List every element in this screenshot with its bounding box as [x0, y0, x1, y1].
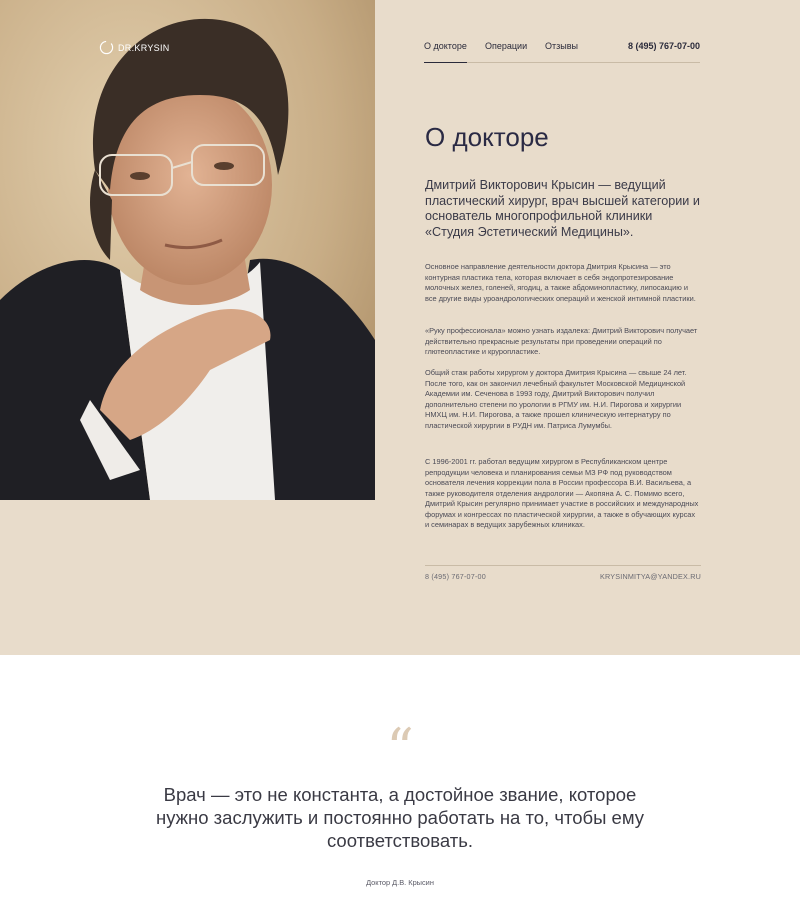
quote-text: Врач — это не константа, а достойное звание, которое нужно заслужить и постоянно работать на то, чтобы ему соответствовать.	[155, 784, 645, 851]
contacts-row	[425, 565, 701, 581]
about-paragraph: Основное направление деятельности доктора Дмитрия Крысина — это контурная пластика тела, которая включает в себя эндопротезирование молочных желез, голеней, ягодиц, а также абдоминопластику, липосакцию и все другие виды уроандрологических операций и женской интимной пластики.	[425, 262, 696, 303]
about-paragraph: С 1996-2001 гг. работал ведущим хирургом в Республиканском центре репродукции человека и планирования семьи МЗ РФ под руководством основателя лечения коррекции пола в России профессора В.И. Васильева, а также руководителя отделения андрологии — Акопяна А. С. Помимо всего, Дмитрий Крысин регулярно принимает участие в российских и международных форумах и конгрессах по пластической хирургии, а также в обучающих курсах и семинарах в ведущих зарубежных клиниках.	[425, 457, 699, 529]
quote-author: Доктор Д.В. Крысин	[366, 878, 434, 887]
page-title: О докторе	[425, 122, 549, 152]
doctor-photo	[0, 0, 375, 500]
about-paragraph: «Руку профессионала» можно узнать издалека: Дмитрий Викторович получает действительно прекрасные результаты при проведении операций по глютеопластике и круропластике.	[425, 326, 698, 356]
nav-item-about[interactable]: О докторе	[424, 41, 467, 63]
logo-ring-icon	[99, 40, 114, 55]
contact-phone-link[interactable]: 8 (495) 767-07-00	[425, 572, 486, 581]
about-paragraph: Общий стаж работы хирургом у доктора Дмитрия Крысина — свыше 24 лет. После того, как он закончил лечебный факультет Московской Медицинской Академии им. Сеченова в 1993 году, Дмитрий Викторович получил дополнительно степени по урологии в РГМУ им. Н.И. Пирогова и хирургии НМХЦ им. Н.И. Пирогова, а также прошел клиническую интернатуру по пластической хирургии в РУДН им. Патриса Лумумбы.	[425, 368, 687, 430]
nav-phone-link[interactable]: 8 (495) 767-07-00	[627, 41, 700, 51]
logo[interactable]	[99, 40, 170, 55]
nav-item-operations[interactable]: Операции	[485, 41, 528, 51]
main-nav	[424, 41, 700, 63]
quote-mark-icon: “	[386, 717, 414, 780]
about-lead: Дмитрий Викторович Крысин — ведущий пластический хирург, врач высшей категории и основатель многопрофильной клиники «Студия Эстетический Медицины».	[425, 178, 700, 239]
logo-text: DR.KRYSIN	[118, 42, 170, 53]
contact-email-link[interactable]: KRYSINMITYA@YANDEX.RU	[600, 572, 701, 581]
nav-item-reviews[interactable]: Отзывы	[545, 41, 578, 51]
